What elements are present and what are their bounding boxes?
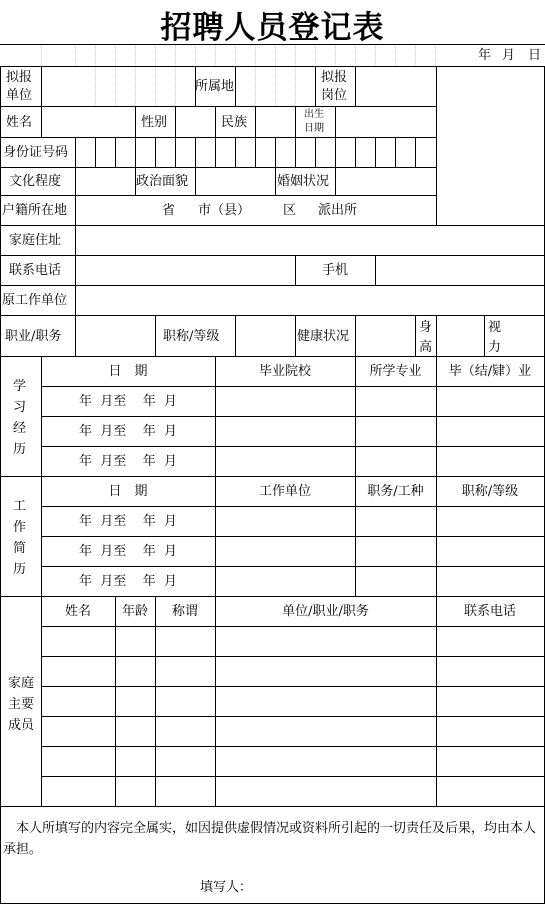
rule	[75, 315, 76, 356]
work-header-employer: 工作单位	[258, 484, 311, 499]
rule	[255, 106, 256, 137]
grid-line	[155, 44, 156, 66]
rule	[195, 137, 196, 167]
study-header-date: 日 期	[108, 364, 148, 379]
grid-line	[41, 44, 42, 66]
rule	[355, 356, 356, 596]
rule	[75, 255, 76, 285]
rule	[355, 66, 356, 106]
rule	[41, 746, 545, 747]
ethnicity-label: 民族	[221, 115, 248, 130]
rule	[75, 137, 76, 167]
intended-post-label: 拟报 岗位	[321, 70, 348, 103]
grid-line	[95, 44, 96, 66]
rule	[0, 66, 1, 903]
rule	[75, 285, 76, 315]
rule	[0, 356, 545, 357]
rule	[41, 536, 545, 537]
family-header-employer: 单位/职业/职务	[282, 604, 369, 619]
grid-line	[415, 44, 416, 66]
former-employer-label: 原工作单位	[2, 293, 68, 308]
rule	[0, 106, 437, 107]
grid-line	[375, 44, 376, 66]
rule	[415, 315, 416, 356]
title-grade-label: 职称/等级	[163, 329, 220, 344]
grid-line	[355, 44, 356, 66]
work-header-date: 日 期	[108, 484, 148, 499]
rule	[41, 566, 545, 567]
grid-line	[175, 44, 176, 66]
rule	[115, 137, 116, 167]
rule	[41, 686, 545, 687]
grid-line	[135, 44, 136, 66]
grid-line	[315, 44, 316, 66]
id-number-label: 身份证号码	[3, 145, 69, 160]
rule	[295, 106, 296, 137]
date-day-label: 日	[528, 48, 542, 63]
photo-box[interactable]	[437, 67, 544, 225]
family-header-relation: 称谓	[171, 604, 198, 619]
date-month-label: 月	[502, 48, 516, 63]
rule	[395, 137, 396, 167]
declaration-text: 本人所填写的内容完全属实，如因提供虚假情况或资料所引起的一切责任及后果，均由本人承担。	[3, 821, 537, 857]
rule	[0, 285, 545, 286]
rule	[415, 137, 416, 167]
birth-date-label: 出生 日期	[304, 109, 324, 134]
grid-line	[295, 66, 296, 106]
work-row-date: 年 月至 年 月	[78, 574, 178, 589]
rule	[436, 356, 437, 806]
rule	[275, 137, 276, 167]
study-row-date: 年 月至 年 月	[78, 424, 178, 439]
rule	[175, 137, 176, 167]
rule	[215, 356, 216, 806]
rule	[135, 137, 136, 167]
rule	[0, 806, 545, 807]
rule	[75, 195, 76, 225]
signature-label: 填写人：	[200, 880, 253, 895]
grid-line	[215, 44, 216, 66]
date-year-label: 年	[478, 48, 492, 63]
grid-line	[235, 44, 236, 66]
rule	[484, 315, 485, 356]
study-row-date: 年 月至 年 月	[78, 454, 178, 469]
police-station-label: 派出所	[318, 203, 358, 218]
rule	[335, 106, 336, 137]
grid-line	[115, 44, 116, 66]
form-title: 招聘人员登记表	[160, 10, 385, 46]
work-row-date: 年 月至 年 月	[78, 544, 178, 559]
rule	[0, 44, 545, 45]
rule	[335, 167, 336, 195]
rule	[295, 255, 296, 285]
rule	[195, 167, 196, 195]
rule	[175, 106, 176, 137]
rule	[315, 137, 316, 167]
rule	[0, 195, 437, 196]
rule	[295, 315, 296, 356]
marital-status-label: 婚姻状况	[277, 174, 330, 189]
grid-line	[395, 44, 396, 66]
rule	[0, 476, 545, 477]
rule	[375, 255, 376, 285]
vision-label: 视 力	[488, 320, 502, 355]
rule	[41, 386, 545, 387]
rule	[275, 167, 276, 195]
grid-line	[195, 44, 196, 66]
intended-unit-label: 拟报 单位	[6, 70, 33, 103]
rule	[0, 137, 437, 138]
study-row-date: 年 月至 年 月	[78, 394, 178, 409]
rule	[436, 315, 437, 356]
rule	[235, 137, 236, 167]
rule	[41, 656, 545, 657]
rule	[41, 776, 545, 777]
mobile-label: 手机	[322, 263, 349, 278]
home-address-label: 家庭住址	[9, 233, 62, 248]
rule	[155, 596, 156, 806]
study-header-school: 毕业院校	[258, 364, 311, 379]
grid-line	[135, 66, 136, 106]
rule	[41, 506, 545, 507]
grid-line	[95, 66, 96, 106]
rule	[135, 106, 136, 137]
rule	[0, 167, 437, 168]
grid-line	[335, 44, 336, 66]
work-header-title: 职称/等级	[461, 484, 519, 499]
province-label: 省	[162, 203, 176, 218]
rule	[155, 315, 156, 356]
rule	[235, 66, 236, 106]
grid-line	[255, 66, 256, 106]
city-county-label: 市（县）	[198, 203, 251, 218]
rule	[235, 315, 236, 356]
rule	[0, 225, 545, 226]
family-header-name: 姓名	[64, 604, 91, 619]
grid-line	[275, 66, 276, 106]
rule	[75, 167, 76, 195]
rule	[375, 137, 376, 167]
occupation-label: 职业/职务	[5, 329, 62, 344]
rule	[315, 66, 316, 106]
rule	[75, 225, 76, 255]
rule	[41, 66, 42, 106]
family-header-phone: 联系电话	[463, 604, 516, 619]
rule	[215, 137, 216, 167]
rule	[41, 716, 545, 717]
rule	[41, 626, 545, 627]
rule	[155, 137, 156, 167]
grid-line	[115, 66, 116, 106]
height-label: 身 高	[419, 320, 433, 355]
grid-line	[175, 66, 176, 106]
district-label: 区	[283, 203, 297, 218]
rule	[335, 137, 336, 167]
grid-line	[75, 44, 76, 66]
rule	[0, 255, 545, 256]
rule	[41, 106, 42, 137]
health-label: 健康状况	[297, 329, 350, 344]
work-row-date: 年 月至 年 月	[78, 514, 178, 529]
rule	[41, 446, 545, 447]
rule	[95, 137, 96, 167]
rule	[0, 315, 545, 316]
rule	[255, 137, 256, 167]
work-header-position: 职务/工种	[367, 484, 424, 499]
hukou-label: 户籍所在地	[2, 203, 68, 218]
study-section-label: 学 习 经 历	[13, 379, 27, 457]
rule	[355, 137, 356, 167]
phone-label: 联系电话	[9, 263, 62, 278]
work-section-label: 工 作 简 历	[13, 499, 27, 577]
study-header-graduation: 毕（结/肄）业	[448, 364, 532, 379]
rule	[355, 315, 356, 356]
political-status-label: 政治面貌	[136, 174, 189, 189]
rule	[0, 596, 545, 597]
rule	[115, 596, 116, 806]
grid-line	[435, 44, 436, 66]
grid-line	[255, 44, 256, 66]
rule	[295, 137, 296, 167]
grid-line	[275, 44, 276, 66]
name-label: 姓名	[6, 115, 33, 130]
rule	[41, 416, 545, 417]
gender-label: 性别	[141, 115, 168, 130]
location-label: 所属地	[195, 79, 235, 94]
family-header-age: 年龄	[121, 604, 148, 619]
education-label: 文化程度	[9, 174, 62, 189]
grid-line	[295, 44, 296, 66]
study-header-major: 所学专业	[369, 364, 422, 379]
grid-line	[155, 66, 156, 106]
rule	[215, 106, 216, 137]
family-section-label: 家庭 主要 成员	[7, 676, 34, 733]
